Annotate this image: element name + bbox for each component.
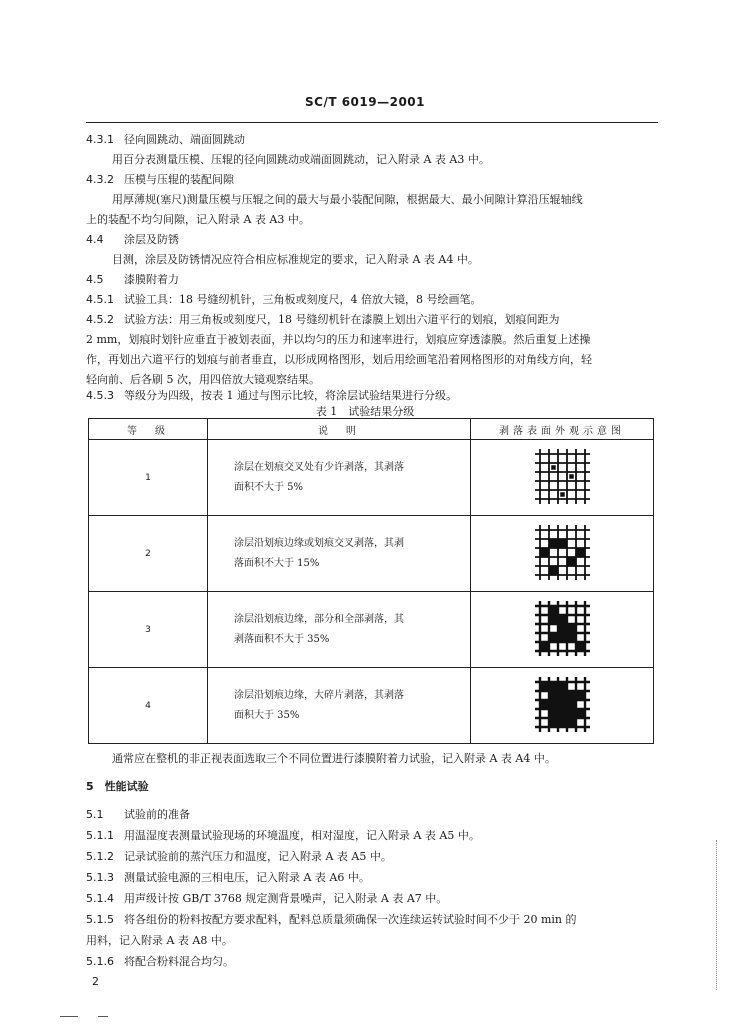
clause-number: 4.5.1 — [86, 293, 114, 306]
clause-text: 用料，记入附录 A 表 A8 中。 — [86, 934, 233, 947]
clause-text: 径向圆跳动、端面圆跳动 — [124, 133, 245, 146]
flaked-area — [549, 566, 558, 575]
grade-cell: 2 — [89, 516, 208, 592]
clause — [86, 389, 457, 403]
clause-text: 目测，涂层及防锈情况应符合相应标准规定的要求，记入附录 A 表 A4 中。 — [112, 253, 479, 266]
table-row — [89, 592, 654, 668]
after-table-note: 通常应在整机的非正视表面选取三个不同位置进行漆膜附着力试验，记入附录 A 表 A4 中。 — [112, 752, 556, 765]
clause-text: 试验方法：用三角板或刻度尺，18 号缝纫机针在漆膜上划出六道平行的划痕，划痕间距为 — [124, 313, 560, 326]
clause-number: 4.5.3 — [86, 389, 114, 402]
clause-number: 4.5.2 — [86, 313, 114, 326]
description-cell — [208, 592, 471, 668]
flaked-area — [567, 691, 576, 700]
flaked-area — [558, 709, 567, 718]
clause-text: 涂层及防锈 — [124, 233, 179, 246]
clause-number: 5.1.3 — [86, 871, 114, 884]
clause — [86, 173, 234, 187]
clause-number: 4.3.2 — [86, 173, 114, 186]
diagram-cell — [471, 668, 654, 744]
crosshatch-grade-4-figure — [532, 674, 592, 734]
flaked-area — [551, 465, 556, 470]
flaked-area — [576, 642, 585, 651]
clause-number: 5.1.4 — [86, 892, 114, 905]
clause-text: 试验前的准备 — [124, 808, 190, 821]
clause-text: 用温湿度表测量试验现场的环境温度，相对湿度，记入附录 A 表 A5 中。 — [124, 829, 480, 842]
flaked-area — [567, 557, 576, 566]
flaked-area — [549, 606, 558, 615]
scan-edge-mark — [98, 1016, 108, 1017]
clause — [86, 293, 481, 307]
clause-text: 记录试验前的蒸汽压力和温度，记入附录 A 表 A5 中。 — [124, 850, 392, 863]
clause-text: 等级分为四级，按表 1 通过与图示比较，将涂层试验结果进行分级。 — [124, 389, 457, 402]
flaked-area — [558, 633, 567, 642]
flaked-area — [567, 700, 576, 709]
flaked-area — [576, 691, 585, 700]
flaked-area — [549, 615, 558, 624]
clause-text: 测量试验电源的三相电压，记入附录 A 表 A6 中。 — [124, 871, 370, 884]
clause-text: 将配合粉料混合均匀。 — [124, 955, 234, 968]
flaked-area — [567, 624, 576, 633]
clause-number: 4.4 — [86, 233, 104, 246]
clause — [86, 829, 480, 843]
header-diagram: 剥落表面外观示意图 — [471, 419, 654, 440]
description-cell — [208, 516, 471, 592]
clause-number: 4.3.1 — [86, 133, 114, 146]
scan-edge-mark — [60, 1016, 78, 1017]
flaked-area — [540, 642, 549, 651]
clause-text: 漆膜附着力 — [124, 273, 179, 286]
diagram-cell — [471, 592, 654, 668]
flaked-area — [567, 709, 576, 718]
grade-table — [88, 418, 654, 744]
clause — [86, 313, 560, 327]
clause-number: 5.1.5 — [86, 913, 114, 926]
flaked-area — [549, 691, 558, 700]
description-line: 涂层在划痕交叉处有少许剥落，其剥落 — [234, 461, 404, 473]
description-line: 剥落面积不大于 35% — [234, 633, 330, 645]
flaked-area — [558, 624, 567, 633]
flaked-area — [549, 718, 558, 727]
flaked-area — [576, 709, 585, 718]
clause-number: 4.5 — [86, 273, 104, 286]
flaked-area — [576, 548, 585, 557]
clause-number: 5.1.6 — [86, 955, 114, 968]
crosshatch-grade-1-figure — [532, 446, 592, 506]
clause-text: 试验工具：18 号缝纫机针，三角板或刻度尺，4 倍放大镜，8 号绘画笔。 — [124, 293, 482, 306]
header-rule — [86, 122, 658, 123]
flaked-area — [540, 548, 549, 557]
description-cell — [208, 668, 471, 744]
diagram-cell — [471, 440, 654, 516]
flaked-area — [558, 615, 567, 624]
flaked-area — [540, 700, 549, 709]
flaked-area — [549, 709, 558, 718]
clause — [86, 913, 577, 927]
clause — [86, 273, 179, 287]
scan-margin-specks — [716, 840, 719, 990]
header-description: 说 明 — [208, 419, 471, 440]
standard-code-header: SC/T 6019—2001 — [305, 95, 425, 109]
header-grade: 等 级 — [89, 419, 208, 440]
clause-text: 用百分表测量压模、压辊的径向圆跳动或端面圆跳动，记入附录 A 表 A3 中。 — [112, 153, 490, 166]
grade-cell: 4 — [89, 668, 208, 744]
page-number: 2 — [92, 975, 99, 988]
flaked-area — [549, 700, 558, 709]
flaked-area — [567, 633, 576, 642]
clause-text: 上的装配不均匀间隙，记入附录 A 表 A3 中。 — [86, 213, 310, 226]
flaked-area — [540, 682, 549, 691]
section-title: 5 性能试验 — [86, 780, 149, 793]
clause-text: 轻向前、后各刷 5 次，用四倍放大镜观察结果。 — [86, 373, 320, 386]
clause — [86, 871, 370, 885]
flaked-area — [558, 682, 567, 691]
clause-text: 用厚薄规(塞尺)测量压模与压辊之间的最大与最小装配间隙，根据最大、最小间隙计算沿压辊轴线 — [112, 193, 583, 206]
flaked-area — [549, 682, 558, 691]
table-caption: 表 1 试验结果分级 — [315, 405, 415, 418]
clause — [86, 955, 234, 969]
clause — [86, 233, 179, 247]
clause-number: 5.1.1 — [86, 829, 114, 842]
clause — [86, 892, 447, 906]
clause — [86, 133, 245, 147]
clause-number: 5.1 — [86, 808, 104, 821]
table-row — [89, 440, 654, 516]
description-line: 面积大于 35% — [234, 709, 300, 721]
flaked-area — [560, 492, 565, 497]
clause-text: 作，再划出六道平行的划痕与前者垂直，以形成网格图形，划后用绘画笔沿着网格图形的对角线方向，轻 — [86, 353, 592, 366]
clause — [86, 850, 392, 864]
flaked-area — [558, 691, 567, 700]
crosshatch-grade-2-figure — [532, 522, 592, 582]
description-line: 面积不大于 5% — [234, 481, 304, 493]
grade-cell: 3 — [89, 592, 208, 668]
grade-cell: 1 — [89, 440, 208, 516]
flaked-area — [558, 718, 567, 727]
clause-text: 2 mm，划痕时划针应垂直于被划表面，并以均匀的压力和速率进行，划痕应穿透漆膜。然后重复上述操 — [86, 333, 591, 346]
flaked-area — [558, 700, 567, 709]
clause — [86, 808, 190, 822]
flaked-area — [567, 718, 576, 727]
flaked-area — [549, 539, 558, 548]
flaked-area — [558, 539, 567, 548]
table-header-row — [89, 419, 654, 440]
description-cell — [208, 440, 471, 516]
flaked-area — [549, 633, 558, 642]
clause-text: 压模与压辊的装配间隙 — [124, 173, 234, 186]
flaked-area — [569, 474, 574, 479]
diagram-cell — [471, 516, 654, 592]
clause-text: 用声级计按 GB/T 3768 规定测背景噪声，记入附录 A 表 A7 中。 — [124, 892, 448, 905]
clause-number: 5.1.2 — [86, 850, 114, 863]
crosshatch-grade-3-figure — [532, 598, 592, 658]
description-line: 涂层沿划痕边缘，部分和全部剥落，其 — [234, 613, 404, 625]
description-line: 涂层沿划痕边缘，大碎片剥落，其剥落 — [234, 689, 404, 701]
description-line: 落面积不大于 15% — [234, 557, 320, 569]
clause-text: 将各组份的粉料按配方要求配料，配料总质量须确保一次连续运转试验时间不少于 20 min 的 — [124, 913, 577, 926]
description-line: 涂层沿划痕边缘或划痕交叉剥落，其剥 — [234, 537, 404, 549]
table-row — [89, 668, 654, 744]
table-row — [89, 516, 654, 592]
